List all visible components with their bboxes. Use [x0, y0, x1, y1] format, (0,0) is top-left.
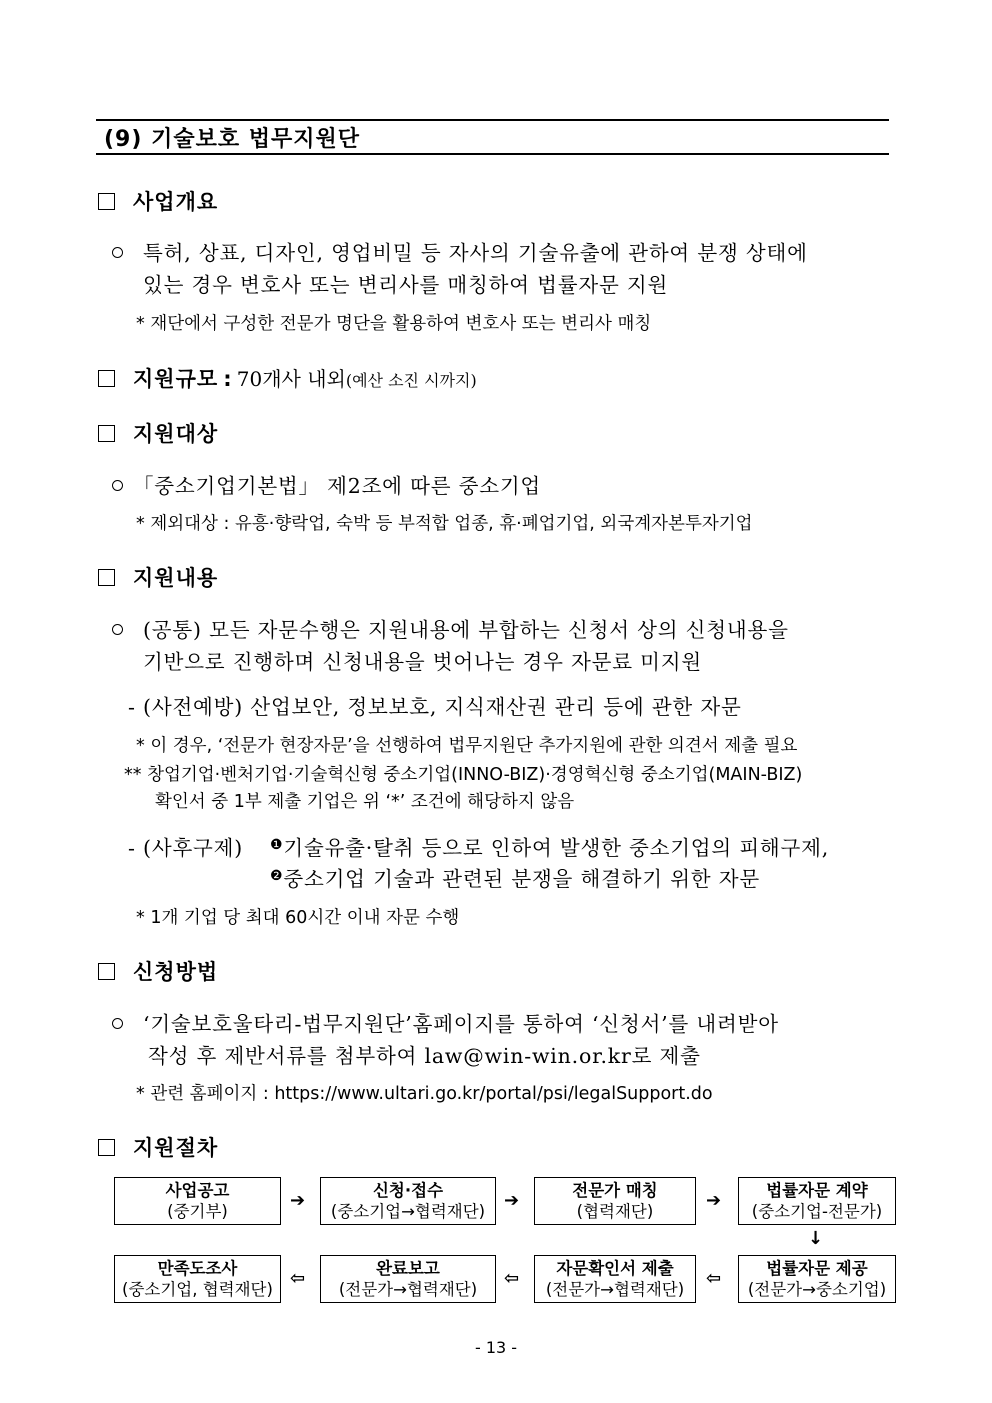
content-bullet	[112, 613, 789, 643]
arrow-right-icon: ➔	[706, 1190, 722, 1211]
content-note3: * 1개 기업 당 최대 60시간 이내 자문 수행	[136, 908, 460, 928]
flow-step-completion-report	[320, 1255, 496, 1303]
overview-note: * 재단에서 구성한 전문가 명단을 활용하여 변호사 또는 변리사 매칭	[136, 314, 652, 334]
checkbox-square-icon	[98, 1139, 115, 1156]
apply-note: * 관련 홈페이지 : https://www.ultari.go.kr/portal/psi/legalSupport.do	[136, 1084, 713, 1104]
overview-bullet-line1: 특허, 상표, 디자인, 영업비밀 등 자사의 기술유출에 관하여 분쟁 상태에	[143, 241, 808, 265]
section-heading-overview	[98, 186, 218, 216]
flow-step-title: 완료보고	[376, 1259, 440, 1278]
section-heading-procedure	[98, 1132, 218, 1162]
flow-step-sub: (전문가→협력재단)	[545, 1280, 685, 1299]
checkbox-square-icon	[98, 569, 115, 586]
content-dash-remedy-line2	[270, 862, 760, 892]
target-bullet-text: 「중소기업기본법」 제2조에 따른 중소기업	[133, 474, 542, 498]
checkbox-square-icon	[98, 963, 115, 980]
arrow-left-icon: ⇦	[706, 1268, 722, 1289]
circle-bullet-icon	[112, 247, 123, 258]
flow-step-sub: (중소기업-전문가)	[751, 1202, 883, 1221]
remedy-line2-text: 중소기업 기술과 관련된 분쟁을 해결하기 위한 자문	[283, 867, 760, 891]
overview-bullet	[112, 236, 808, 266]
arrow-right-icon: ➔	[504, 1190, 520, 1211]
flow-step-sub: (중소기업, 협력재단)	[122, 1280, 273, 1299]
section-heading-apply	[98, 956, 218, 986]
content-bullet-line1: (공통) 모든 자문수행은 지원내용에 부합하는 신청서 상의 신청내용을	[143, 618, 789, 642]
content-bullet-line2: 기반으로 진행하며 신청내용을 벗어나는 경우 자문료 미지원	[143, 650, 702, 674]
content-note2-line2: 확인서 중 1부 제출 기업은 위 ‘*’ 조건에 해당하지 않음	[155, 792, 575, 812]
flow-step-survey	[114, 1255, 281, 1303]
circle-bullet-icon	[112, 1018, 123, 1029]
flow-step-sub: (협력재단)	[576, 1202, 654, 1221]
overview-heading-text: 사업개요	[133, 190, 219, 214]
flow-step-matching	[534, 1177, 696, 1225]
flow-step-confirmation-submit	[534, 1255, 696, 1303]
flow-step-sub: (중기부)	[167, 1202, 228, 1221]
remedy-line1-text: 기술유출·탈취 등으로 인하여 발생한 중소기업의 피해구제,	[283, 836, 830, 860]
section-heading-content	[98, 562, 218, 592]
checkbox-square-icon	[98, 425, 115, 442]
flow-step-advice-provision	[738, 1255, 896, 1303]
circled-number-two-icon: ❷	[270, 868, 284, 884]
flow-step-contract	[738, 1177, 896, 1225]
content-note1: * 이 경우, ‘전문가 현장자문’을 선행하여 법무지원단 추가지원에 관한 의견서 제출 필요	[136, 736, 798, 756]
arrow-right-icon: ➔	[290, 1190, 306, 1211]
circle-bullet-icon	[112, 480, 123, 491]
overview-bullet-line2: 있는 경우 변호사 또는 변리사를 매칭하여 법률자문 지원	[143, 273, 669, 297]
apply-bullet-line2: 작성 후 제반서류를 첨부하여 law@win-win.or.kr로 제출	[148, 1044, 701, 1068]
title-top-rule	[96, 119, 889, 121]
scale-value: 70개사 내외	[236, 367, 346, 391]
flow-step-title: 전문가 매칭	[572, 1181, 658, 1200]
apply-heading-text: 신청방법	[133, 960, 219, 984]
arrow-left-icon: ⇦	[504, 1268, 520, 1289]
target-heading-text: 지원대상	[133, 422, 219, 446]
flow-step-title: 사업공고	[165, 1181, 230, 1200]
procedure-heading-text: 지원절차	[133, 1136, 219, 1160]
page-number: - 13 -	[474, 1338, 518, 1357]
flow-step-title: 신청·접수	[372, 1181, 444, 1200]
flow-step-sub: (전문가→중소기업)	[747, 1280, 887, 1299]
flow-step-title: 만족도조사	[157, 1259, 238, 1278]
flow-step-application	[320, 1177, 496, 1225]
flow-step-sub: (전문가→협력재단)	[338, 1280, 478, 1299]
flow-step-title: 자문확인서 제출	[556, 1259, 674, 1278]
flow-step-title: 법률자문 제공	[766, 1259, 868, 1278]
scale-colon: :	[223, 367, 232, 391]
content-dash-remedy-label: - (사후구제)	[128, 836, 244, 860]
checkbox-square-icon	[98, 370, 115, 387]
section-scale	[98, 363, 477, 393]
content-dash-remedy-line1	[270, 831, 829, 861]
target-bullet	[112, 469, 541, 499]
flow-step-sub: (중소기업→협력재단)	[330, 1202, 486, 1221]
target-note: * 제외대상 : 유흥·향락업, 숙박 등 부적합 업종, 휴·폐업기업, 외국계자본투자기업	[136, 514, 753, 534]
arrow-left-icon: ⇦	[290, 1268, 306, 1289]
page-title: (9) 기술보호 법무지원단	[104, 127, 361, 152]
circled-number-one-icon: ❶	[270, 837, 284, 853]
flow-step-title: 법률자문 계약	[766, 1181, 868, 1200]
apply-bullet	[112, 1007, 779, 1037]
scale-value-note: (예산 소진 시까지)	[345, 371, 477, 390]
circle-bullet-icon	[112, 624, 123, 635]
content-heading-text: 지원내용	[133, 566, 219, 590]
apply-bullet-line1: ‘기술보호울타리-법무지원단’홈페이지를 통하여 ‘신청서’를 내려받아	[143, 1012, 779, 1036]
scale-heading: 지원규모	[133, 367, 219, 391]
section-heading-target	[98, 418, 218, 448]
flow-step-announcement	[114, 1177, 281, 1225]
content-note2-line1: ** 창업기업·벤처기업·기술혁신형 중소기업(INNO-BIZ)·경영혁신형 중소기업(MAIN-BIZ)	[124, 765, 803, 785]
title-bottom-rule	[96, 153, 889, 155]
content-dash-prevention: - (사전예방) 산업보안, 정보보호, 지식재산권 관리 등에 관한 자문	[128, 695, 742, 719]
arrow-down-icon: ↓	[808, 1228, 824, 1249]
checkbox-square-icon	[98, 193, 115, 210]
